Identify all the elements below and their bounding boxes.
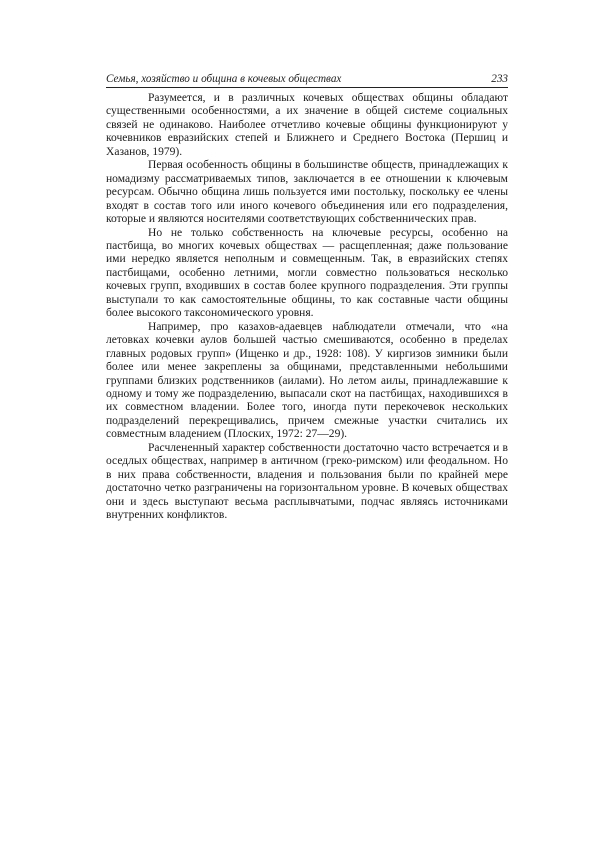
header-rule <box>106 87 508 88</box>
running-header <box>106 71 508 87</box>
page-number: 233 <box>491 73 508 85</box>
paragraph: Например, про казахов-адаевцев наблюдатели отмечали, что «на летовках кочевки аулов большей частью смешиваются, особенно в пределах главных родовых групп» (Ищенко и др., 1928: 108). У киргизов зимники были более или менее закреплены за общинами, представленными небольшими группами близких родственников (аилами). Но летом аилы, принадлежавшие к одному и тому же подразделению, выпасали скот на пастбищах, находившихся в их совместном владении. Более того, иногда пути перекочевок нескольких подразделений перекрещивались, причем смежные участки считались их совместным владением (Плоских, 1972: 27—29). <box>106 320 508 441</box>
running-header-title: Семья, хозяйство и община в кочевых обществах <box>106 73 342 85</box>
paragraph: Первая особенность общины в большинстве обществ, принадлежащих к номадизму рассматриваемых типов, заключается в ее отношении к ключевым ресурсам. Обычно община лишь пользуется ими постольку, поскольку ее члены входят в состав того или иного кочевого объединения или его подразделения, которые и являются носителями соответствующих собственнических прав. <box>106 159 508 226</box>
body-text <box>106 92 508 523</box>
paragraph: Но не только собственность на ключевые ресурсы, особенно на пастбища, во многих кочевых обществах — расщепленная; даже пользование ими нередко является неполным и совмещенным. Так, в евразийских степях пастбищами, особенно летними, могли совместно пользоваться несколько кочевых групп, входивших в состав более крупного подразделения. Эти группы выступали то как самостоятельные общины, то как составные части общины более высокого таксономического уровня. <box>106 226 508 320</box>
paragraph: Расчлененный характер собственности достаточно часто встречается и в оседлых обществах, например в античном (греко-римском) или феодальном. Но в них права собственности, владения и пользования были по крайней мере достаточно четко разграничены на горизонтальном уровне. В кочевых обществах они и здесь выступают весьма расплывчатыми, подчас являясь источниками внутренних конфликтов. <box>106 441 508 522</box>
paragraph: Разумеется, и в различных кочевых обществах общины обладают существенными особенностями, а их значение в общей системе социальных связей не одинаково. Наиболее отчетливо кочевые общины функционируют у кочевников евразийских степей и Ближнего и Среднего Востока (Першиц и Хазанов, 1979). <box>106 92 508 158</box>
